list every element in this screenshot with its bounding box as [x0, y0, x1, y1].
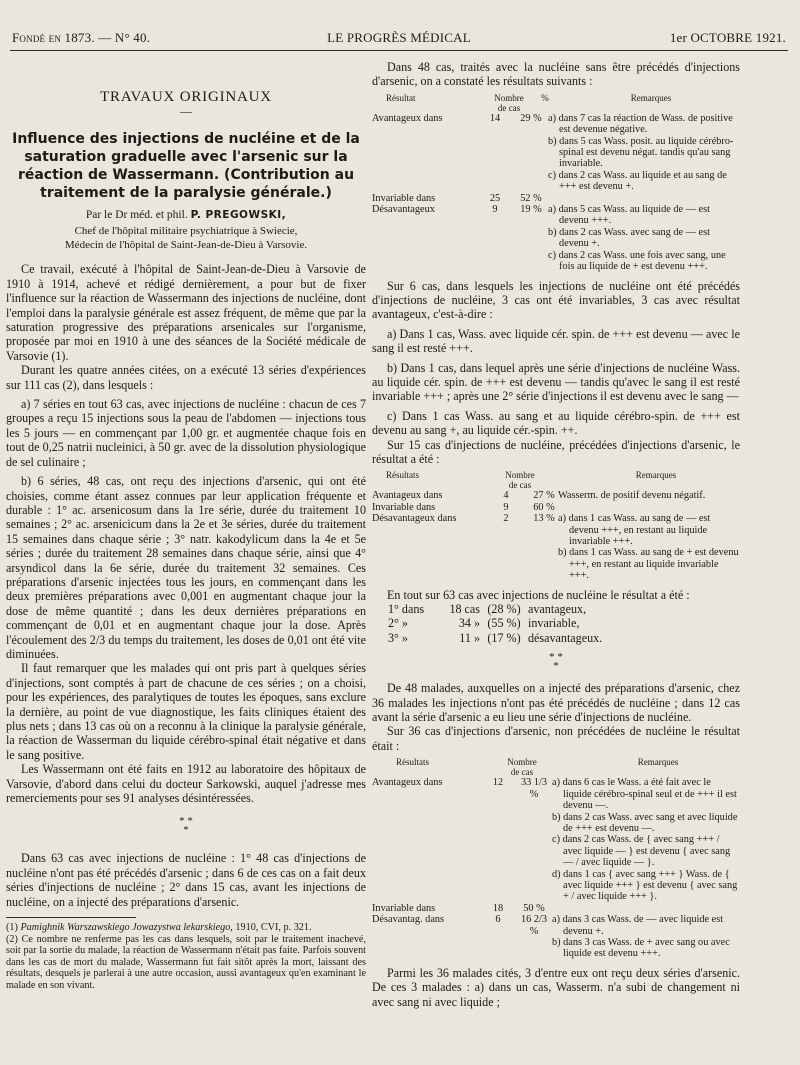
totals-percent: (55 %): [487, 616, 521, 631]
section-dash: —: [180, 104, 192, 119]
paragraph-arsenic-series: b) 6 séries, 48 cas, ont reçu des injections d'arsenic, qui ont été choisies, comme étant assez connues par leur application fréquente et durable : 1° ac. arsenicosum dans la 1re série, durée du traitement 10 semaines ; 2° ac. arsenicicum dans la 2e et 3e séries, durée du traitement 15 semaines dans chaque série ; 3° natr. kakodylicum dans la 4e et 5e séries ; durée du traitement 28 semaines dans chaque série, ainsi que 4° arsyndicol dans la 6e série, durée du traitement 32 semaines. Ces préparations d'arsenic injectées tous les jours, en commençant dans les deux premières préparations avec 0,001 en augmentant chaque jour la dose de même quantité ; dans les deux dernières préparations en commençant de 0,01 et en augmentant chaque jour la dose. Après l'écoulement des 2/3 du temps du traitement, les doses de 0,01 ont été vite diminuées.: [6, 474, 366, 661]
table-row: [372, 113, 740, 193]
totals-percent: (17 %): [487, 630, 521, 645]
row-percent: 16 2/3 %: [520, 914, 548, 937]
table-row: [372, 903, 740, 914]
row-remarks: [558, 513, 740, 581]
section-stars-2: * * *: [549, 651, 563, 673]
row-percent: 50 %: [523, 902, 545, 914]
totals-ordinal: 1° dans: [388, 602, 425, 617]
remark-item: b) dans 3 cas Wass. de + avec sang ou avec liquide est devenu +++.: [552, 936, 730, 960]
row-remarks: [558, 502, 740, 513]
footnote-1-number: (1): [6, 922, 18, 934]
table-row: [372, 513, 740, 581]
table-row: [372, 193, 740, 204]
article-title: Influence des injections de nucléine et de la saturation graduelle avec l'arsenic sur la réaction de Wassermann. (Contribution au traitement de la paralysie générale.): [12, 131, 360, 202]
table-header: [372, 93, 740, 113]
row-percent: 13 %: [533, 513, 555, 525]
right-column: [372, 60, 740, 1009]
row-count: 6: [495, 914, 501, 926]
totals-block: [372, 588, 740, 646]
left-column: [6, 60, 366, 992]
masthead-rule: [10, 50, 788, 51]
totals-lines: [372, 602, 740, 645]
paragraph-nucleine-series: a) 7 séries en tout 63 cas, avec injections de nucléine : chacun de ces 7 groupes a reçu 15 injections sous la peau de l'abdomen — injections tous les 5 jours — en commençant par 1,00 gr. et augmentée chaque fois en tout de 0,25 natrii nucleinici, à 50 gr. avec de la dissolution physiologique de sel culinaire ;: [6, 397, 366, 469]
remark-item: b) dans 2 cas Wass. avec sang de — est devenu +.: [548, 226, 710, 250]
masthead-founded: Fondé en 1873. — N° 40.: [12, 30, 151, 45]
totals-count: 18 cas: [449, 602, 480, 617]
row-label: Désavantageux: [372, 204, 435, 216]
row-count: 25: [489, 192, 501, 204]
totals-label: désavantageux.: [528, 630, 603, 645]
row-label: Invariable dans: [372, 902, 436, 914]
header-nombre: Nombre de cas: [494, 92, 524, 113]
row-label: Désavantageux dans: [372, 513, 457, 525]
row-count: 18: [492, 902, 504, 914]
totals-ordinal: 2° »: [388, 616, 408, 631]
totals-intro: En tout sur 63 cas avec injections de nucléine le résultat a été :: [387, 587, 690, 602]
footnote-1-source: Pamighnik Warszawskiego Jowazystwa lekarskiego,: [20, 922, 233, 934]
affiliation-line-1: Chef de l'hôpital militaire psychiatrique à Swiecie,: [74, 225, 298, 238]
remark-item: a) dans 6 cas le Wass. a été fait avec le liquide cérébro-spinal seul et de +++ il est devenu —.: [552, 777, 737, 812]
row-percent: 19 %: [520, 204, 542, 216]
totals-ordinal: 3° »: [388, 630, 408, 645]
row-label: Désavantag. dans: [372, 914, 445, 926]
row-remarks: [552, 914, 740, 960]
paragraph-series: Durant les quatre années citées, on a exécuté 13 séries d'expériences sur 111 cas (2), dans lesquels :: [6, 363, 366, 392]
header-remarques: Remarques: [630, 92, 672, 103]
row-percent: 27 %: [533, 490, 555, 502]
row-remarks: [552, 903, 740, 914]
totals-count: 11 »: [459, 630, 480, 645]
row-percent: 52 %: [520, 192, 542, 204]
row-label: Invariable dans: [372, 501, 436, 513]
row-percent: 29 %: [520, 112, 542, 124]
totals-line: [372, 631, 740, 645]
header-nombre: Nombre de cas: [505, 470, 535, 491]
row-remarks: [548, 204, 740, 272]
header-remarques: Remarques: [637, 757, 679, 768]
masthead-journal-title: LE PROGRÈS MÉDICAL: [327, 30, 471, 45]
remark-item: a) dans 5 cas Wass. au liquide de — est devenu +++.: [548, 204, 710, 227]
affiliation-line-2: Médecin de l'hôpital de Saint-Jean-de-Dieu à Varsovie.: [64, 239, 308, 252]
paragraph-6-cases: Sur 6 cas, dans lesquels les injections de nucléine ont été précédés d'injections de nucléine, 3 cas ont été invariables, 3 cas avec résultat avantageux, c'est-à-dire :: [372, 278, 740, 322]
header-resultat: Résultats: [386, 470, 419, 481]
header-remarques: Remarques: [635, 470, 677, 481]
results-table-nucleine-after-arsenic: [372, 470, 740, 581]
table-row: [372, 777, 740, 902]
list-item-c: c) Dans 1 cas Wass. au sang et au liquide cérébro-spin. de +++ est devenu au sang +, au liquide cér.-spin. ++.: [372, 408, 740, 438]
table-row: [372, 490, 740, 501]
remark-item: a) dans 1 cas Wass. au sang de — est devenu +++, en restant au liquide invariable +++.: [558, 513, 711, 547]
author-name: P. PREGOWSKI,: [190, 209, 287, 222]
paragraph-63-cases: Dans 63 cas avec injections de nucléine : 1° 48 cas d'injections de nucléine n'ont pas été précédés d'arsenic ; dans 6 de ces cas on a fait deux séries d'injections de nucléine ; 2° dans 15 cas, avant les injections de nucléine, on a injecté des préparations d'arsenic.: [6, 851, 366, 909]
section-stars: * * *: [179, 815, 193, 837]
header-percent-blank: [544, 470, 572, 490]
table-body: [372, 490, 740, 581]
totals-line: [372, 616, 740, 630]
row-remarks: [548, 193, 740, 204]
masthead-date: 1er OCTOBRE 1921.: [669, 30, 786, 45]
results-table-nucleine: [372, 93, 740, 273]
totals-percent: (28 %): [487, 602, 521, 617]
table-row: [372, 914, 740, 960]
header-percent: %: [541, 92, 549, 103]
row-count: 14: [489, 112, 501, 124]
results-table-arsenic: [372, 757, 740, 960]
remark-item: c) dans 2 cas Wass. au liquide et au sang de +++ est devenu +.: [548, 169, 727, 193]
header-nombre: Nombre de cas: [507, 757, 537, 778]
row-count: 2: [503, 513, 509, 525]
footnote-rule: [6, 917, 136, 918]
paragraph-15-cases: Sur 15 cas d'injections de nucléine, précédées d'injections d'arsenic, le résultat a été :: [372, 437, 740, 466]
row-label: Avantageux dans: [372, 112, 443, 124]
table-body: [372, 113, 740, 273]
row-label: Avantageux dans: [372, 490, 443, 502]
table-row: [372, 204, 740, 272]
section-title: TRAVAUX ORIGINAUX: [100, 89, 272, 105]
row-remarks: [548, 113, 740, 193]
row-percent: 33 1/3 %: [520, 777, 548, 800]
table-header: [372, 757, 740, 777]
remark-item: b) dans 2 cas Wass. avec sang et avec liquide de +++ est devenu —.: [552, 811, 738, 834]
table-row: [372, 502, 740, 513]
remark-item: b) dans 5 cas Wass. posit. au liquide cérébro-spinal est devenu négat. tandis qu'au sang invariable.: [548, 135, 734, 170]
list-item-b: b) Dans 1 cas, dans lequel après une série d'injections de nucléine Wass. au liquide cér. spin. de +++ est devenu — tandis qu'avec le sang il est resté invariable +++ ; après une 2° série d'injections il est devenu avec le sang —: [372, 360, 740, 404]
byline: [6, 208, 366, 222]
row-percent: 60 %: [533, 501, 555, 513]
header-resultat: Résultat: [386, 92, 416, 103]
remark-item: a) dans 7 cas la réaction de Wass. de positive est devenue négative.: [548, 112, 733, 136]
totals-label: avantageux,: [528, 602, 587, 617]
row-label: Avantageux dans: [372, 777, 443, 789]
remark-item: a) dans 3 cas Wass. de — avec liquide est devenu +.: [552, 914, 724, 937]
paragraph-remark: Il faut remarquer que les malades qui ont pris part à quelques séries d'injections, sont comptés à part de chacune de ces séries ; on a choisi, pour les expériences, des paralytiques de toutes les époques, sans exclure la dernière, au point de vue diagnostique, les faits cliniques étaient des plus nets ; dans 13 cas où on a reconnu à la clinique la paralysie générale, la réaction de Wasserman du liquide cérébro-spinal était négative et dans le sang positive.: [6, 661, 366, 762]
totals-label: invariable,: [528, 616, 580, 631]
row-remarks: [558, 490, 740, 501]
footnote-1: [6, 922, 366, 934]
totals-line: [372, 602, 740, 616]
paragraph-36-cases: Sur 36 cas d'injections d'arsenic, non précédées de nucléine le résultat était :: [372, 724, 740, 753]
footnote-1-reference: 1910, CVI, p. 321.: [235, 922, 312, 934]
paragraph-48-malades: De 48 malades, auxquelles on a injecté des préparations d'arsenic, chez 36 malades les injections n'ont pas été précédés de nucléine ; dans 12 cas avant la série d'arsenic a eu lieu une série d'injections de nucléine.: [372, 681, 740, 725]
footnote-2: (2) Ce nombre ne renferme pas les cas dans lesquels, soit par le traitement inachevé, soit par la sortie du malade, la réaction de Wassermann n'était pas faite. Parfois souvent dans les cas de mort du malade, Wassermann fut fait sitôt après la mort, laissant des résultats, desquels je parlerai à une autre occasion, aussi avantageux qu'en examinant le malade en son vivant.: [6, 933, 366, 992]
list-item-a: a) Dans 1 cas, Wass. avec liquide cér. spin. de +++ est devenu — avec le sang il est resté +++.: [372, 326, 740, 356]
remark-item: c) dans 2 cas Wass. une fois avec sang, une fois au liquide de + est devenu +++.: [548, 249, 726, 273]
paragraph-intro: Ce travail, exécuté à l'hôpital de Saint-Jean-de-Dieu à Varsovie de 1910 à 1914, achevé et rédigé dernièrement, a pour but de fixer l'influence sur la réaction de Wassermann des injections de nucléine, dont l'emploi dans la paralysie générale est assez fréquent, de même que par la saturation progressive des préparations arsenicales sur l'organisme, proposée par moi en 1910 à une des séances de la Société médicale de Varsovie (1).: [6, 262, 366, 363]
remark-item: c) dans 2 cas Wass. de { avec sang +++ / avec liquide — } est devenu { avec sang — / avec liquide — }.: [552, 834, 731, 869]
totals-count: 34 »: [458, 616, 480, 631]
remark-item: b) dans 1 cas Wass. au sang de + est devenu +++, en restant au liquide invariable +++.: [558, 547, 739, 582]
table-body: [372, 777, 740, 960]
row-count: 12: [492, 777, 504, 789]
paragraph-laboratory: Les Wassermann ont été faits en 1912 au laboratoire des hôpitaux de Varsovie, d'abord dans celui du docteur Sarkowski, auquel j'adresse mes remerciements pour ses 91 analyses désintéressées.: [6, 762, 366, 806]
remark-item: Wasserm. de positif devenu négatif.: [558, 490, 706, 502]
row-remarks: [552, 777, 740, 902]
remark-item: d) dans 1 cas { avec sang +++ } Wass. de { avec liquide +++ } est devenu { avec sang + / avec liquide +++ }.: [552, 868, 738, 903]
paragraph-48-cases: Dans 48 cas, traités avec la nucléine sans être précédés d'injections d'arsenic, on a constaté les résultats suivants :: [372, 60, 740, 89]
row-count: 9: [492, 204, 498, 216]
row-label: Invariable dans: [372, 192, 436, 204]
affiliation-block: [6, 224, 366, 252]
table-header: [372, 470, 740, 490]
row-count: 4: [503, 490, 509, 502]
row-count: 9: [503, 501, 509, 513]
header-resultat: Résultats: [396, 757, 429, 768]
byline-prefix: Par le Dr méd. et phil.: [85, 209, 188, 222]
header-percent-blank: [540, 757, 576, 777]
paragraph-36-malades: Parmi les 36 malades cités, 3 d'entre eux ont reçu deux séries d'arsenic. De ces 3 malades : a) dans un cas, Wasserm. n'a subi de changement ni avec sang ni avec liquide ;: [372, 965, 740, 1009]
